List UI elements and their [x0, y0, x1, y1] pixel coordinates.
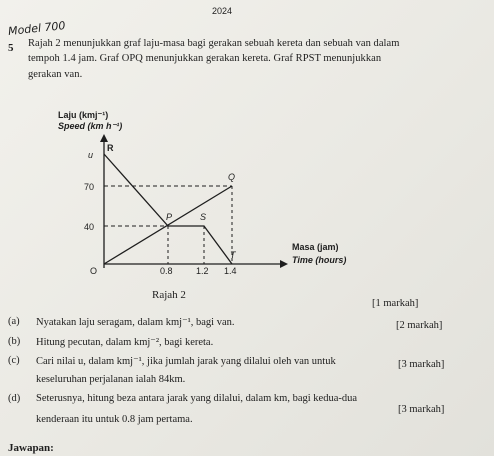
part-c-label: (c): [8, 355, 20, 366]
part-c-text: Cari nilai u, dalam kmj⁻¹, jika jumlah jarak yang dilalui oleh van untuk: [36, 356, 336, 367]
x-axis-arrow: [280, 260, 288, 268]
van-line-RPST: [104, 154, 232, 264]
y-tick-70: 70: [84, 182, 95, 192]
x-axis-label-english: Time (hours): [292, 255, 347, 265]
point-Q: Q: [228, 172, 236, 182]
part-d-label: (d): [8, 393, 21, 404]
x-tick-0.8: 0.8: [160, 266, 173, 276]
part-a-label: (a): [8, 316, 20, 327]
y-axis-arrow: [100, 134, 108, 142]
origin-label: O: [90, 266, 98, 276]
point-T: T: [230, 250, 236, 260]
figure-caption: Rajah 2: [152, 289, 186, 301]
year-header: 2024: [212, 6, 233, 16]
point-R: R: [107, 143, 114, 153]
question-number: 5: [8, 42, 14, 54]
question-line-2: tempoh 1.4 jam. Graf OPQ menunjukkan gerakan kereta. Graf RPST menunjukkan: [28, 53, 382, 64]
answer-label: Jawapan:: [8, 442, 54, 454]
handwritten-note: Model 700: [7, 19, 67, 38]
part-a-text: Nyatakan laju seragam, dalam kmj⁻¹, bagi van.: [36, 317, 235, 328]
x-axis-label-malay: Masa (jam): [292, 242, 339, 252]
part-b-mark: [2 markah]: [396, 320, 443, 331]
y-axis-label-english: Speed (km h⁻¹): [58, 121, 123, 131]
x-tick-1.2: 1.2: [196, 266, 209, 276]
y-tick-u: u: [88, 150, 94, 160]
point-P: P: [166, 212, 173, 222]
part-c-text-2: keseluruhan perjalanan ialah 84km.: [36, 374, 186, 385]
part-a-mark: [1 markah]: [372, 298, 419, 309]
x-tick-1.4: 1.4: [224, 266, 237, 276]
part-d-text-2: kenderaan itu untuk 0.8 jam pertama.: [36, 414, 193, 425]
y-tick-40: 40: [84, 222, 95, 232]
part-c-mark: [3 markah]: [398, 359, 445, 370]
point-S: S: [200, 212, 207, 222]
part-b-label: (b): [8, 336, 21, 347]
part-d-mark: [3 markah]: [398, 404, 445, 415]
part-d-text: Seterusnya, hitung beza antara jarak yang dilalui, dalam km, bagi kedua-dua: [36, 393, 358, 404]
part-b-text: Hitung pecutan, dalam kmj⁻², bagi kereta.: [36, 337, 214, 348]
y-axis-label-malay: Laju (kmj⁻¹): [58, 110, 109, 120]
question-line-1: Rajah 2 menunjukkan graf laju-masa bagi gerakan sebuah kereta dan sebuah van dalam: [28, 38, 400, 49]
question-line-3: gerakan van.: [28, 69, 83, 80]
